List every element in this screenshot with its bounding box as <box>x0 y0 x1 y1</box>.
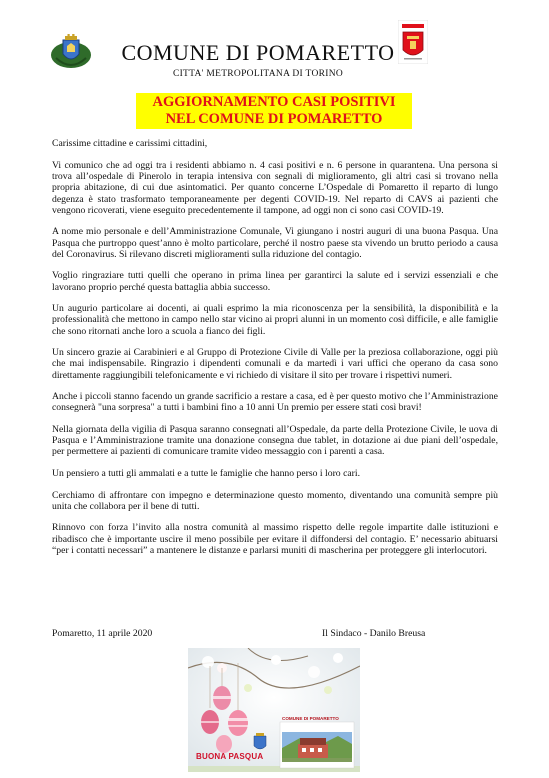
mayor-signature: Il Sindaco - Danilo Breusa <box>322 628 426 639</box>
buona-pasqua-caption: BUONA PASQUA <box>196 752 264 761</box>
paragraph-cases: Vi comunico che ad oggi tra i residenti abbiamo n. 4 casi positivi e n. 6 persone in quarantena. Una persona si trova all’ospedale di Pinerolo in terapia intensiva con segnali di miglioramento, gli altri casi si trovano nella propria abitazione, di cui due asintomatici. Per quanto concerne L’Ospedale di Pomaretto il reparto di lungo degenza è stato trasformato temporaneamente per degenti COVID-19. Nel reparto di CAVS ai pazienti che vengono ricoverati, viene eseguito precedentemente il tampone, ad oggi non ci sono casi COVID-19. <box>52 160 498 216</box>
coat-of-arms-icon <box>50 32 92 70</box>
easter-greeting-card <box>188 648 360 772</box>
salutation: Carissime cittadine e carissimi cittadini, <box>52 138 208 149</box>
card-comune-label: COMUNE DI POMARETTO <box>282 716 339 721</box>
paragraph-children: Anche i piccoli stanno facendo un grande sacrificio a restare a casa, ed è per questo motivo che l’Amministrazione consegnerà "una sorpresa" a tutti i bambini fino a 10 anni Un premio per essere stati così bravi! <box>52 391 498 414</box>
paragraph-easter-wishes: A nome mio personale e dell’Amministrazione Comunale, Vi giungano i nostri auguri di una buona Pasqua. Una Pasqua che purtroppo quest’anno è molto particolare, perché il nostro paese sta vivendo un brutto periodo a causa del Coronavirus. Si rilevano discreti miglioramenti sulla riduzione del contagio. <box>52 226 498 260</box>
paragraph-rules: Rinnovo con forza l’invito alla nostra comunità al massimo rispetto delle regole impartite dalle istituzioni e ribadisco che è importante uscire il meno possibile per evitare il diffondersi del contagio. E’ necessario abituarsi “per i contatti necessari” a mantenere le distanze e parlarsi muniti di mascherina per proteggere gli interlocutori. <box>52 522 498 556</box>
letterhead <box>0 0 549 90</box>
comune-subtitle: CITTA' METROPOLITANA DI TORINO <box>172 69 344 79</box>
civic-emblem-icon <box>398 20 428 64</box>
place-date: Pomaretto, 11 aprile 2020 <box>52 628 153 639</box>
comune-title: COMUNE DI POMARETTO <box>121 40 395 65</box>
paragraph-carabinieri: Un sincero grazie ai Carabinieri e al Gruppo di Protezione Civile di Valle per la preziosa collaborazione, oggi più che mai indispensabile. Ringrazio i dipendenti comunali e da martedì i vari uffici che operano da casa sono direttamente raggiungibili telefonicamente e vi richiedo di visitare il sito per trovare i rispettivi numeri. <box>52 347 498 381</box>
paragraph-thanks-frontline: Voglio ringraziare tutti quelli che operano in prima linea per garantirci la salute ed i servizi essenziali e che lavorano proprio perché questa battaglia abbia successo. <box>52 270 498 293</box>
headline-banner <box>136 93 412 129</box>
paragraph-teachers: Un augurio particolare ai docenti, ai quali esprimo la mia riconoscenza per la sensibilità, la disponibilità e la professionalità che mettono in campo nello star vicino ai propri alunni in un momento così difficile, e alle famiglie che sono ritornati anche loro a scuola a fianco dei figli. <box>52 303 498 337</box>
headline-line-2: NEL COMUNE DI POMARETTO <box>165 111 383 127</box>
paragraph-hospital-tablets: Nella giornata della vigilia di Pasqua saranno consegnati all’Ospedale, da parte della Protezione Civile, le uova di Pasqua e l’Amministrazione tramite una donazione consegna due tablet, in dotazione ai due piani dell’ospedale, per permettere ai pazienti di comunicare tramite video messaggio con i parenti a casa. <box>52 424 498 458</box>
headline-line-1: AGGIORNAMENTO CASI POSITIVI <box>152 94 396 110</box>
paragraph-community: Cerchiamo di affrontare con impegno e determinazione questo momento, diventando una comunità sempre più unita che collabora per il bene di tutti. <box>52 489 498 512</box>
letter-body <box>52 138 498 566</box>
paragraph-thoughts: Un pensiero a tutti gli ammalati e a tutte le famiglie che hanno perso i loro cari. <box>52 468 361 479</box>
